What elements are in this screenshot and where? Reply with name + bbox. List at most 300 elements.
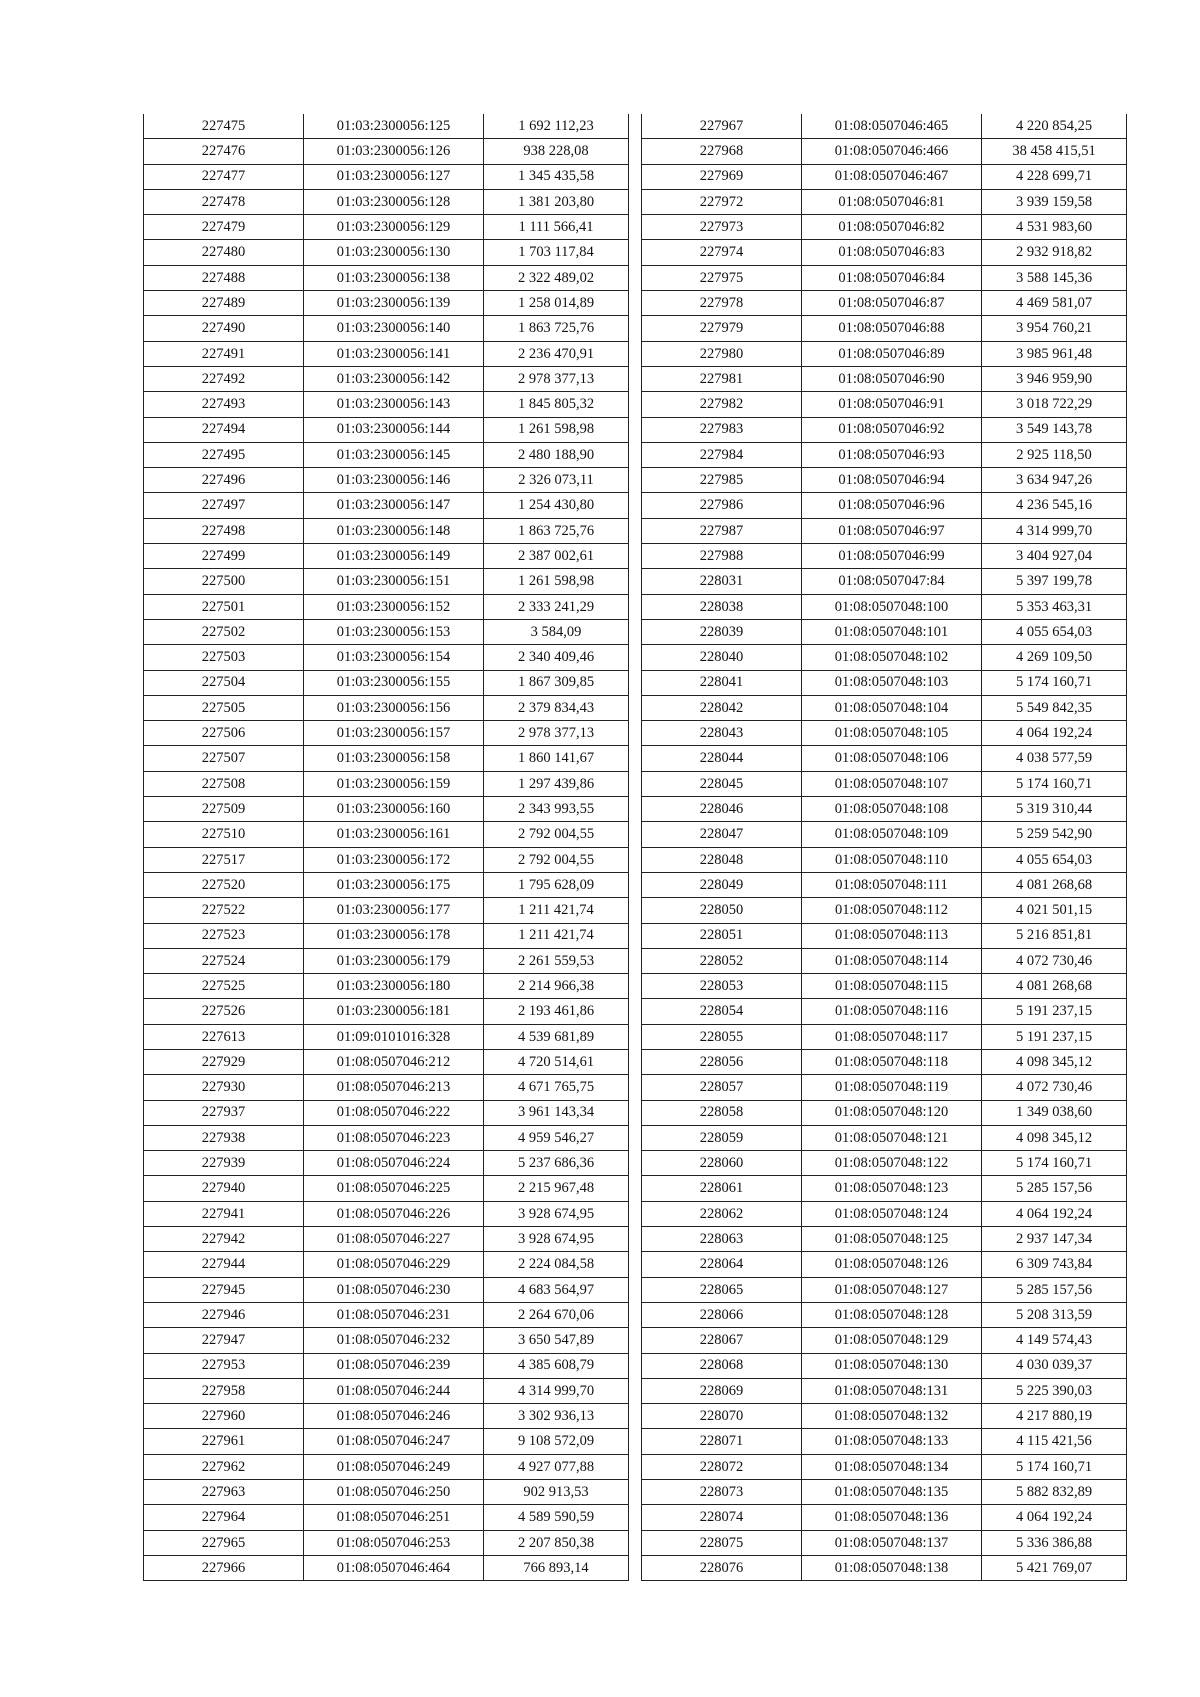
row-number-cell: 227944: [144, 1252, 304, 1277]
cadastral-number-cell: 01:03:2300056:155: [304, 670, 484, 695]
row-number-cell: 227958: [144, 1378, 304, 1403]
cadastral-value-cell: 3 588 145,36: [982, 265, 1127, 290]
cadastral-value-cell: 1 211 421,74: [484, 898, 629, 923]
cadastral-value-cell: 5 174 160,71: [982, 771, 1127, 796]
table-row: [144, 1530, 629, 1555]
row-number-cell: 227499: [144, 544, 304, 569]
cadastral-number-cell: 01:08:0507048:125: [802, 1227, 982, 1252]
cadastral-value-cell: 4 220 854,25: [982, 114, 1127, 139]
table-row: [642, 366, 1127, 391]
cadastral-number-cell: 01:08:0507048:137: [802, 1530, 982, 1555]
table-row: [642, 215, 1127, 240]
table-row: [144, 771, 629, 796]
cadastral-number-cell: 01:08:0507046:94: [802, 468, 982, 493]
table-row: [144, 139, 629, 164]
cadastral-number-cell: 01:08:0507046:84: [802, 265, 982, 290]
cadastral-number-cell: 01:03:2300056:145: [304, 442, 484, 467]
cadastral-number-cell: 01:08:0507046:96: [802, 493, 982, 518]
cadastral-value-cell: 4 098 345,12: [982, 1125, 1127, 1150]
row-number-cell: 228060: [642, 1151, 802, 1176]
cadastral-value-cell: 1 297 439,86: [484, 771, 629, 796]
cadastral-number-cell: 01:08:0507046:251: [304, 1505, 484, 1530]
table-row: [642, 1555, 1127, 1580]
row-number-cell: 227505: [144, 695, 304, 720]
cadastral-value-cell: 5 216 851,81: [982, 923, 1127, 948]
table-row: [144, 366, 629, 391]
table-row: [144, 1252, 629, 1277]
table-row: [144, 695, 629, 720]
cadastral-value-cell: 38 458 415,51: [982, 139, 1127, 164]
row-number-cell: 227960: [144, 1404, 304, 1429]
cadastral-number-cell: 01:08:0507048:107: [802, 771, 982, 796]
cadastral-number-cell: 01:08:0507048:135: [802, 1480, 982, 1505]
row-number-cell: 228047: [642, 822, 802, 847]
table-row: [642, 316, 1127, 341]
cadastral-number-cell: 01:08:0507046:229: [304, 1252, 484, 1277]
cadastral-value-cell: 2 343 993,55: [484, 797, 629, 822]
cadastral-number-cell: 01:08:0507048:120: [802, 1100, 982, 1125]
table-row: [144, 1176, 629, 1201]
row-number-cell: 227475: [144, 114, 304, 139]
cadastral-number-cell: 01:08:0507048:127: [802, 1277, 982, 1302]
cadastral-value-cell: 3 549 143,78: [982, 417, 1127, 442]
table-row: [642, 114, 1127, 139]
table-row: [144, 1378, 629, 1403]
table-row: [642, 1378, 1127, 1403]
table-row: [144, 1480, 629, 1505]
cadastral-number-cell: 01:08:0507048:102: [802, 645, 982, 670]
cadastral-number-cell: 01:03:2300056:130: [304, 240, 484, 265]
table-left: [143, 114, 629, 1581]
cadastral-value-cell: 3 985 961,48: [982, 341, 1127, 366]
row-number-cell: 227492: [144, 366, 304, 391]
cadastral-number-cell: 01:08:0507048:101: [802, 619, 982, 644]
cadastral-value-cell: 4 927 077,88: [484, 1454, 629, 1479]
table-row: [642, 822, 1127, 847]
table-row: [144, 240, 629, 265]
row-number-cell: 227987: [642, 518, 802, 543]
cadastral-number-cell: 01:08:0507046:253: [304, 1530, 484, 1555]
table-row: [642, 1530, 1127, 1555]
cadastral-value-cell: 4 055 654,03: [982, 847, 1127, 872]
cadastral-value-cell: 4 064 192,24: [982, 721, 1127, 746]
row-number-cell: 228050: [642, 898, 802, 923]
cadastral-number-cell: 01:08:0507048:124: [802, 1201, 982, 1226]
table-row: [642, 645, 1127, 670]
row-number-cell: 227974: [642, 240, 802, 265]
row-number-cell: 227523: [144, 923, 304, 948]
cadastral-number-cell: 01:08:0507046:250: [304, 1480, 484, 1505]
cadastral-number-cell: 01:08:0507046:249: [304, 1454, 484, 1479]
row-number-cell: 227503: [144, 645, 304, 670]
table-row: [144, 619, 629, 644]
cadastral-number-cell: 01:03:2300056:149: [304, 544, 484, 569]
cadastral-number-cell: 01:08:0507048:116: [802, 999, 982, 1024]
cadastral-value-cell: 5 237 686,36: [484, 1151, 629, 1176]
table-row: [642, 1353, 1127, 1378]
table-row: [144, 923, 629, 948]
cadastral-number-cell: 01:03:2300056:146: [304, 468, 484, 493]
cadastral-number-cell: 01:08:0507048:103: [802, 670, 982, 695]
cadastral-number-cell: 01:08:0507046:466: [802, 139, 982, 164]
cadastral-value-cell: 1 258 014,89: [484, 291, 629, 316]
table-row: [642, 898, 1127, 923]
row-number-cell: 227940: [144, 1176, 304, 1201]
table-row: [144, 1024, 629, 1049]
cadastral-number-cell: 01:03:2300056:148: [304, 518, 484, 543]
row-number-cell: 227962: [144, 1454, 304, 1479]
row-number-cell: 227986: [642, 493, 802, 518]
row-number-cell: 227929: [144, 1049, 304, 1074]
cadastral-number-cell: 01:03:2300056:178: [304, 923, 484, 948]
row-number-cell: 227478: [144, 189, 304, 214]
cadastral-number-cell: 01:08:0507048:110: [802, 847, 982, 872]
cadastral-value-cell: 5 882 832,89: [982, 1480, 1127, 1505]
row-number-cell: 227967: [642, 114, 802, 139]
table-row: [642, 923, 1127, 948]
cadastral-value-cell: 4 081 268,68: [982, 974, 1127, 999]
cadastral-number-cell: 01:08:0507046:88: [802, 316, 982, 341]
cadastral-number-cell: 01:08:0507048:108: [802, 797, 982, 822]
row-number-cell: 227963: [144, 1480, 304, 1505]
cadastral-number-cell: 01:08:0507046:97: [802, 518, 982, 543]
cadastral-value-cell: 1 211 421,74: [484, 923, 629, 948]
cadastral-number-cell: 01:08:0507048:118: [802, 1049, 982, 1074]
cadastral-value-cell: 2 978 377,13: [484, 366, 629, 391]
cadastral-number-cell: 01:03:2300056:147: [304, 493, 484, 518]
cadastral-value-cell: 3 584,09: [484, 619, 629, 644]
table-row: [144, 569, 629, 594]
row-number-cell: 228055: [642, 1024, 802, 1049]
cadastral-value-cell: 3 928 674,95: [484, 1201, 629, 1226]
cadastral-value-cell: 2 387 002,61: [484, 544, 629, 569]
cadastral-number-cell: 01:08:0507048:121: [802, 1125, 982, 1150]
cadastral-number-cell: 01:08:0507046:213: [304, 1075, 484, 1100]
row-number-cell: 228059: [642, 1125, 802, 1150]
cadastral-value-cell: 1 261 598,98: [484, 569, 629, 594]
cadastral-number-cell: 01:08:0507046:93: [802, 442, 982, 467]
cadastral-number-cell: 01:08:0507048:128: [802, 1302, 982, 1327]
table-row: [144, 1277, 629, 1302]
row-number-cell: 227509: [144, 797, 304, 822]
row-number-cell: 227501: [144, 594, 304, 619]
table-row: [642, 948, 1127, 973]
row-number-cell: 227946: [144, 1302, 304, 1327]
cadastral-value-cell: 3 946 959,90: [982, 366, 1127, 391]
row-number-cell: 228074: [642, 1505, 802, 1530]
cadastral-number-cell: 01:08:0507048:130: [802, 1353, 982, 1378]
cadastral-value-cell: 2 932 918,82: [982, 240, 1127, 265]
cadastral-value-cell: 4 021 501,15: [982, 898, 1127, 923]
cadastral-value-cell: 766 893,14: [484, 1555, 629, 1580]
cadastral-value-cell: 5 208 313,59: [982, 1302, 1127, 1327]
row-number-cell: 227979: [642, 316, 802, 341]
row-number-cell: 227508: [144, 771, 304, 796]
row-number-cell: 227491: [144, 341, 304, 366]
row-number-cell: 228056: [642, 1049, 802, 1074]
cadastral-number-cell: 01:08:0507048:132: [802, 1404, 982, 1429]
table-row: [144, 847, 629, 872]
table-row: [642, 797, 1127, 822]
cadastral-number-cell: 01:08:0507048:131: [802, 1378, 982, 1403]
cadastral-number-cell: 01:03:2300056:179: [304, 948, 484, 973]
table-row: [642, 974, 1127, 999]
table-row: [642, 139, 1127, 164]
cadastral-number-cell: 01:08:0507048:123: [802, 1176, 982, 1201]
row-number-cell: 227966: [144, 1555, 304, 1580]
cadastral-value-cell: 1 261 598,98: [484, 417, 629, 442]
row-number-cell: 227490: [144, 316, 304, 341]
table-row: [144, 645, 629, 670]
cadastral-number-cell: 01:08:0507048:129: [802, 1328, 982, 1353]
row-number-cell: 227965: [144, 1530, 304, 1555]
table-row: [642, 1201, 1127, 1226]
cadastral-value-cell: 5 174 160,71: [982, 1454, 1127, 1479]
row-number-cell: 227973: [642, 215, 802, 240]
table-row: [642, 1277, 1127, 1302]
cadastral-value-cell: 4 531 983,60: [982, 215, 1127, 240]
cadastral-value-cell: 3 634 947,26: [982, 468, 1127, 493]
row-number-cell: 228040: [642, 645, 802, 670]
table-row: [642, 392, 1127, 417]
row-number-cell: 228031: [642, 569, 802, 594]
cadastral-number-cell: 01:08:0507048:138: [802, 1555, 982, 1580]
cadastral-value-cell: 4 055 654,03: [982, 619, 1127, 644]
table-row: [642, 341, 1127, 366]
cadastral-value-cell: 2 193 461,86: [484, 999, 629, 1024]
cadastral-value-cell: 4 720 514,61: [484, 1049, 629, 1074]
cadastral-number-cell: 01:03:2300056:128: [304, 189, 484, 214]
cadastral-value-cell: 4 072 730,46: [982, 948, 1127, 973]
row-number-cell: 227500: [144, 569, 304, 594]
table-row: [144, 316, 629, 341]
cadastral-value-cell: 4 038 577,59: [982, 746, 1127, 771]
cadastral-number-cell: 01:08:0507046:464: [304, 1555, 484, 1580]
table-row: [144, 1404, 629, 1429]
cadastral-value-cell: 938 228,08: [484, 139, 629, 164]
cadastral-number-cell: 01:08:0507046:87: [802, 291, 982, 316]
cadastral-number-cell: 01:08:0507048:117: [802, 1024, 982, 1049]
cadastral-value-cell: 3 961 143,34: [484, 1100, 629, 1125]
cadastral-number-cell: 01:08:0507046:99: [802, 544, 982, 569]
row-number-cell: 227985: [642, 468, 802, 493]
table-row: [144, 1353, 629, 1378]
table-row: [144, 746, 629, 771]
cadastral-value-cell: 2 379 834,43: [484, 695, 629, 720]
cadastral-value-cell: 2 215 967,48: [484, 1176, 629, 1201]
cadastral-number-cell: 01:03:2300056:158: [304, 746, 484, 771]
cadastral-value-cell: 4 385 608,79: [484, 1353, 629, 1378]
row-number-cell: 228070: [642, 1404, 802, 1429]
row-number-cell: 227964: [144, 1505, 304, 1530]
cadastral-number-cell: 01:03:2300056:141: [304, 341, 484, 366]
cadastral-number-cell: 01:08:0507048:109: [802, 822, 982, 847]
row-number-cell: 227983: [642, 417, 802, 442]
row-number-cell: 227489: [144, 291, 304, 316]
table-right: [641, 114, 1127, 1581]
row-number-cell: 227984: [642, 442, 802, 467]
table-row: [144, 1201, 629, 1226]
cadastral-number-cell: 01:03:2300056:156: [304, 695, 484, 720]
table-row: [144, 468, 629, 493]
table-row: [144, 392, 629, 417]
row-number-cell: 228071: [642, 1429, 802, 1454]
row-number-cell: 228072: [642, 1454, 802, 1479]
cadastral-number-cell: 01:08:0507048:111: [802, 872, 982, 897]
cadastral-value-cell: 2 340 409,46: [484, 645, 629, 670]
cadastral-value-cell: 5 285 157,56: [982, 1176, 1127, 1201]
table-row: [144, 114, 629, 139]
row-number-cell: 227972: [642, 189, 802, 214]
table-row: [642, 1505, 1127, 1530]
row-number-cell: 227502: [144, 619, 304, 644]
row-number-cell: 227496: [144, 468, 304, 493]
row-number-cell: 228062: [642, 1201, 802, 1226]
cadastral-value-cell: 1 345 435,58: [484, 164, 629, 189]
row-number-cell: 227510: [144, 822, 304, 847]
row-number-cell: 227497: [144, 493, 304, 518]
cadastral-number-cell: 01:03:2300056:177: [304, 898, 484, 923]
table-row: [144, 544, 629, 569]
cadastral-value-cell: 3 650 547,89: [484, 1328, 629, 1353]
row-number-cell: 227930: [144, 1075, 304, 1100]
cadastral-value-cell: 1 863 725,76: [484, 518, 629, 543]
cadastral-value-cell: 4 064 192,24: [982, 1505, 1127, 1530]
table-row: [642, 1151, 1127, 1176]
table-row: [642, 493, 1127, 518]
table-row: [144, 291, 629, 316]
table-row: [642, 1049, 1127, 1074]
row-number-cell: 228042: [642, 695, 802, 720]
cadastral-value-cell: 1 692 112,23: [484, 114, 629, 139]
row-number-cell: 228045: [642, 771, 802, 796]
table-row: [642, 1404, 1127, 1429]
row-number-cell: 227506: [144, 721, 304, 746]
table-row: [642, 1125, 1127, 1150]
cadastral-number-cell: 01:08:0507046:223: [304, 1125, 484, 1150]
row-number-cell: 227947: [144, 1328, 304, 1353]
cadastral-value-cell: 4 683 564,97: [484, 1277, 629, 1302]
row-number-cell: 228043: [642, 721, 802, 746]
cadastral-value-cell: 1 860 141,67: [484, 746, 629, 771]
cadastral-value-cell: 5 174 160,71: [982, 670, 1127, 695]
cadastral-number-cell: 01:08:0507046:230: [304, 1277, 484, 1302]
cadastral-number-cell: 01:03:2300056:152: [304, 594, 484, 619]
cadastral-value-cell: 2 925 118,50: [982, 442, 1127, 467]
row-number-cell: 227613: [144, 1024, 304, 1049]
cadastral-number-cell: 01:08:0507048:114: [802, 948, 982, 973]
cadastral-number-cell: 01:08:0507048:113: [802, 923, 982, 948]
table-row: [144, 341, 629, 366]
cadastral-number-cell: 01:08:0507048:134: [802, 1454, 982, 1479]
cadastral-value-cell: 5 259 542,90: [982, 822, 1127, 847]
cadastral-number-cell: 01:03:2300056:140: [304, 316, 484, 341]
row-number-cell: 227968: [642, 139, 802, 164]
cadastral-value-cell: 2 480 188,90: [484, 442, 629, 467]
cadastral-value-cell: 5 397 199,78: [982, 569, 1127, 594]
cadastral-value-cell: 3 302 936,13: [484, 1404, 629, 1429]
cadastral-value-cell: 4 589 590,59: [484, 1505, 629, 1530]
cadastral-number-cell: 01:03:2300056:144: [304, 417, 484, 442]
table-row: [144, 999, 629, 1024]
cadastral-value-cell: 3 939 159,58: [982, 189, 1127, 214]
row-number-cell: 228049: [642, 872, 802, 897]
cadastral-value-cell: 2 264 670,06: [484, 1302, 629, 1327]
cadastral-number-cell: 01:08:0507046:231: [304, 1302, 484, 1327]
cadastral-value-cell: 2 322 489,02: [484, 265, 629, 290]
cadastral-number-cell: 01:03:2300056:143: [304, 392, 484, 417]
cadastral-number-cell: 01:08:0507047:84: [802, 569, 982, 594]
cadastral-value-cell: 4 314 999,70: [484, 1378, 629, 1403]
cadastral-number-cell: 01:08:0507046:212: [304, 1049, 484, 1074]
row-number-cell: 228052: [642, 948, 802, 973]
row-number-cell: 228057: [642, 1075, 802, 1100]
table-row: [144, 417, 629, 442]
cadastral-value-cell: 2 207 850,38: [484, 1530, 629, 1555]
table-row: [144, 265, 629, 290]
cadastral-value-cell: 2 333 241,29: [484, 594, 629, 619]
table-row: [144, 1328, 629, 1353]
cadastral-value-cell: 3 928 674,95: [484, 1227, 629, 1252]
cadastral-number-cell: 01:08:0507046:467: [802, 164, 982, 189]
row-number-cell: 227975: [642, 265, 802, 290]
table-row: [144, 1075, 629, 1100]
row-number-cell: 227498: [144, 518, 304, 543]
row-number-cell: 227945: [144, 1277, 304, 1302]
cadastral-value-cell: 5 225 390,03: [982, 1378, 1127, 1403]
cadastral-number-cell: 01:08:0507046:222: [304, 1100, 484, 1125]
cadastral-number-cell: 01:08:0507048:122: [802, 1151, 982, 1176]
table-row: [642, 1429, 1127, 1454]
row-number-cell: 227969: [642, 164, 802, 189]
row-number-cell: 227493: [144, 392, 304, 417]
table-row: [144, 974, 629, 999]
row-number-cell: 227988: [642, 544, 802, 569]
row-number-cell: 228066: [642, 1302, 802, 1327]
table-row: [144, 797, 629, 822]
row-number-cell: 227504: [144, 670, 304, 695]
cadastral-value-cell: 902 913,53: [484, 1480, 629, 1505]
table-row: [642, 594, 1127, 619]
table-row: [642, 1024, 1127, 1049]
cadastral-value-cell: 1 349 038,60: [982, 1100, 1127, 1125]
table-row: [144, 1125, 629, 1150]
row-number-cell: 228038: [642, 594, 802, 619]
cadastral-number-cell: 01:08:0507046:227: [304, 1227, 484, 1252]
row-number-cell: 228044: [642, 746, 802, 771]
cadastral-number-cell: 01:08:0507046:246: [304, 1404, 484, 1429]
table-row: [642, 1176, 1127, 1201]
cadastral-number-cell: 01:08:0507048:133: [802, 1429, 982, 1454]
cadastral-value-cell: 2 326 073,11: [484, 468, 629, 493]
cadastral-number-cell: 01:08:0507046:465: [802, 114, 982, 139]
table-row: [642, 240, 1127, 265]
table-row: [642, 1100, 1127, 1125]
table-row: [144, 493, 629, 518]
table-row: [642, 1227, 1127, 1252]
row-number-cell: 227939: [144, 1151, 304, 1176]
table-left-body: [144, 114, 629, 1581]
table-row: [144, 822, 629, 847]
table-row: [144, 1151, 629, 1176]
cadastral-number-cell: 01:08:0507046:225: [304, 1176, 484, 1201]
table-row: [144, 518, 629, 543]
cadastral-number-cell: 01:08:0507048:136: [802, 1505, 982, 1530]
row-number-cell: 228061: [642, 1176, 802, 1201]
table-row: [144, 1100, 629, 1125]
cadastral-value-cell: 5 421 769,07: [982, 1555, 1127, 1580]
cadastral-value-cell: 5 549 842,35: [982, 695, 1127, 720]
